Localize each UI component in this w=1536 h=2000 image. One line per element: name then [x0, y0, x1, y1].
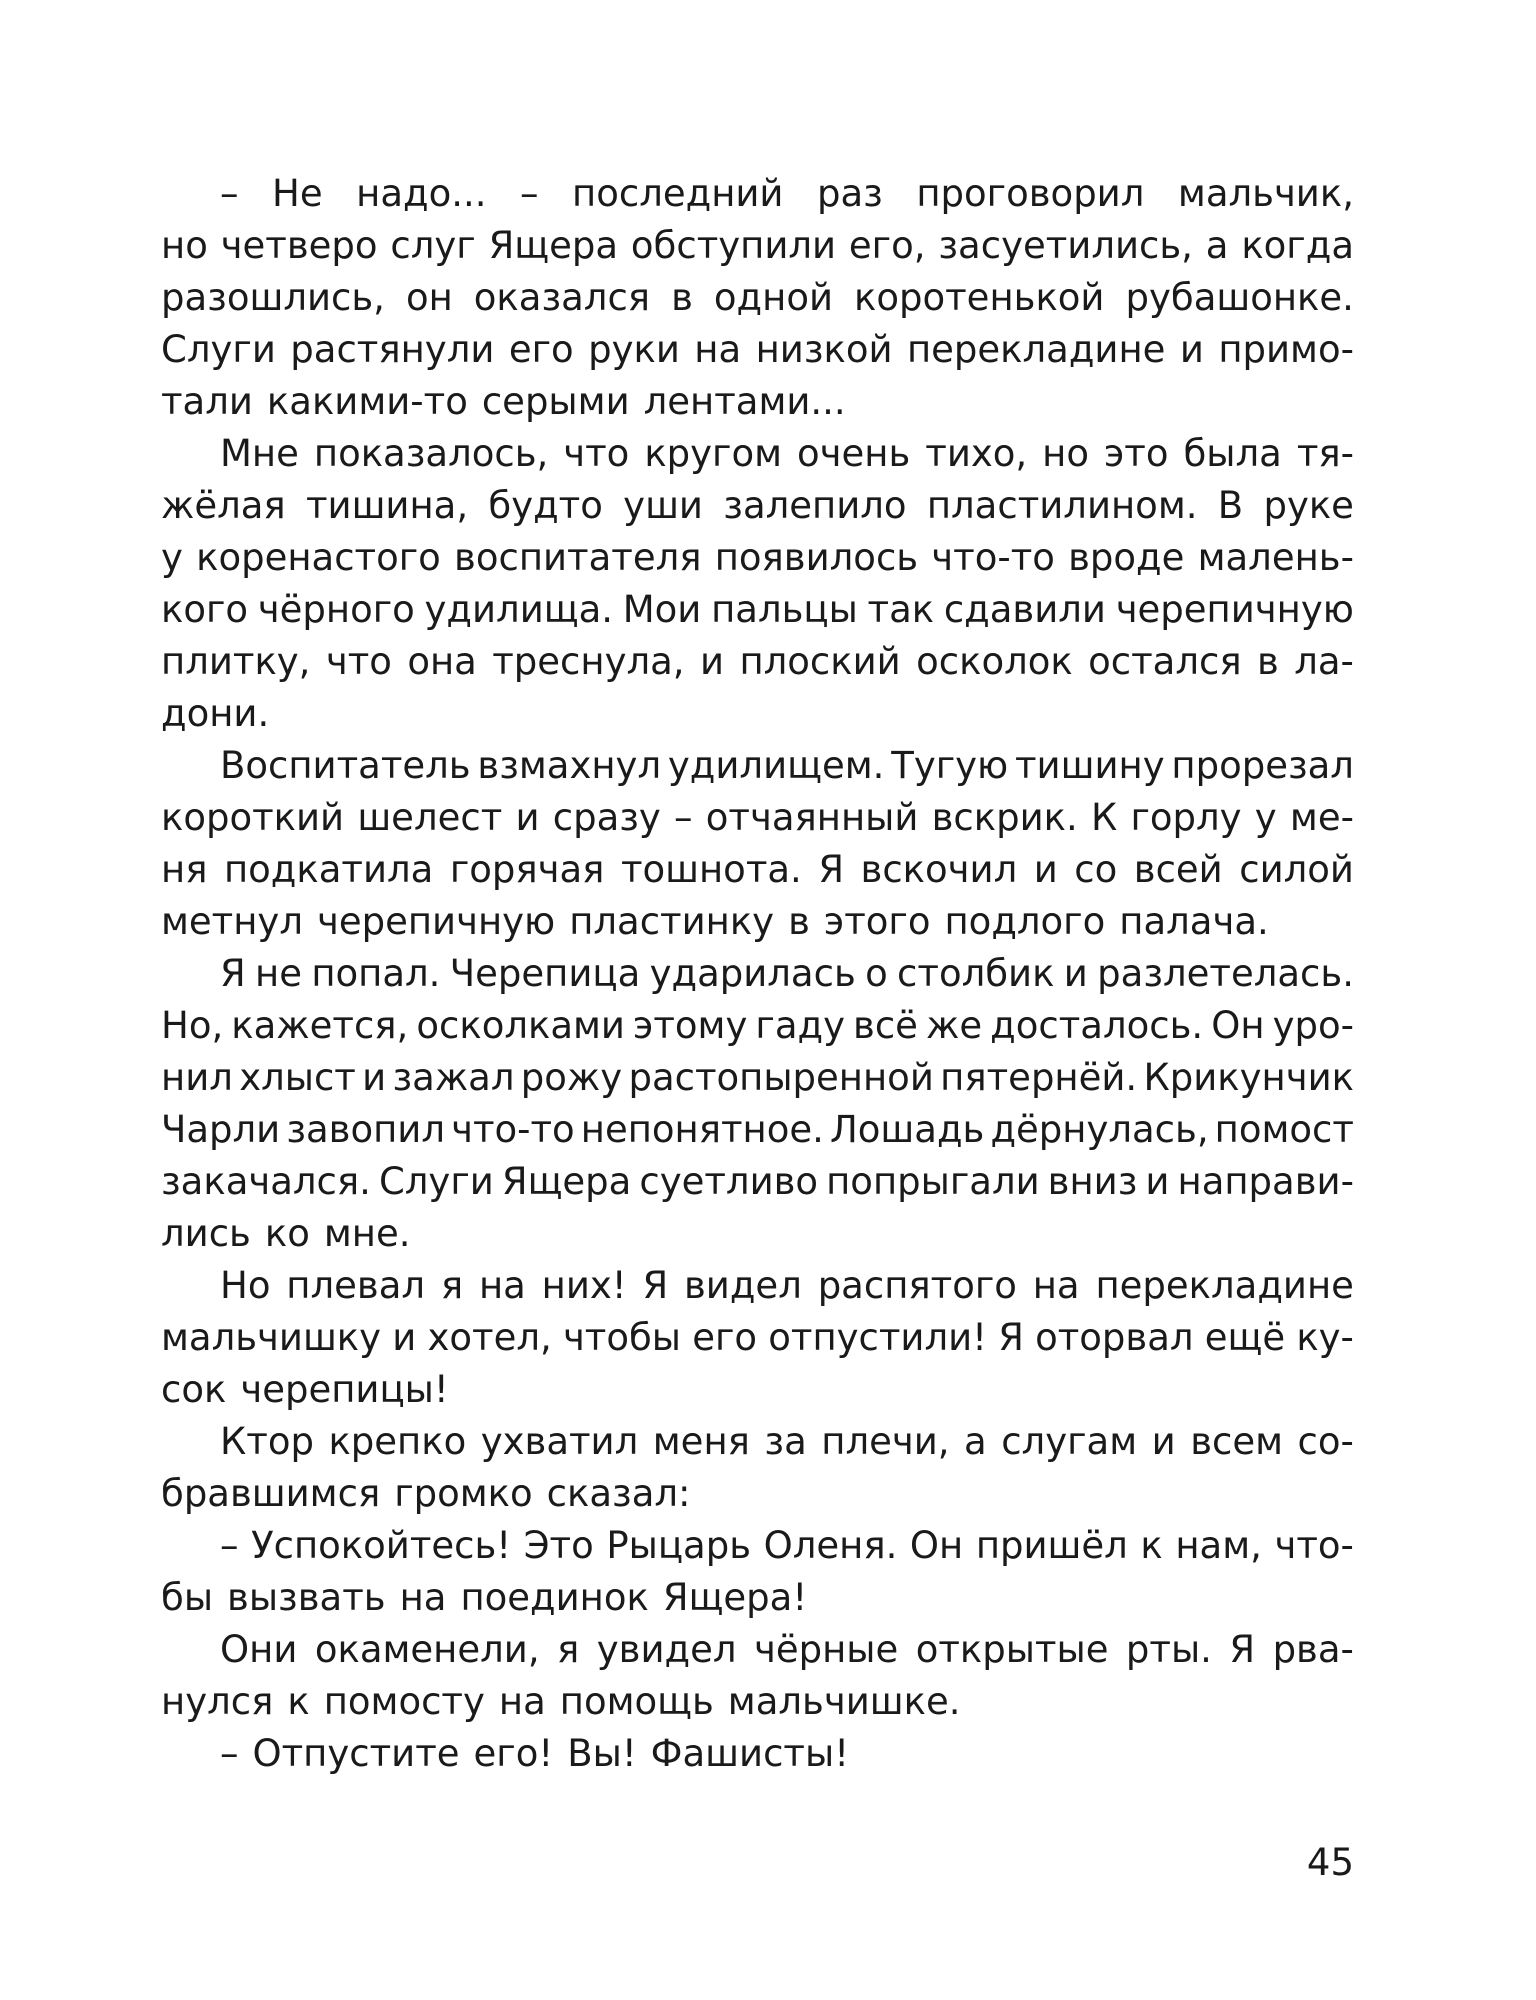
- word: короткий: [161, 796, 345, 839]
- word: силой: [1239, 848, 1354, 891]
- word: и: [1063, 952, 1088, 995]
- word: К: [1090, 796, 1118, 839]
- word: появилось: [714, 536, 919, 579]
- word: но: [1042, 432, 1089, 475]
- text-line: [161, 1520, 1354, 1572]
- text-line: [161, 948, 1354, 1000]
- word: одной: [713, 276, 833, 319]
- word: но: [161, 224, 208, 267]
- word: Я: [998, 1316, 1024, 1359]
- word: всем: [1190, 1420, 1284, 1463]
- word: удилищем.: [667, 744, 885, 787]
- word: и: [392, 1316, 417, 1359]
- word: перекладине: [1095, 1264, 1354, 1307]
- word: так: [867, 588, 935, 631]
- word: Отпустите: [252, 1732, 460, 1775]
- word: со-: [1297, 1420, 1354, 1463]
- word: Ктор: [220, 1420, 314, 1463]
- word: Не: [272, 172, 323, 215]
- text-line: [161, 844, 1354, 896]
- word: показалось,: [313, 432, 549, 475]
- word: и: [1145, 1160, 1170, 1203]
- word: нил: [161, 1056, 233, 1099]
- word: пластинку: [569, 900, 775, 943]
- word: ко: [264, 1212, 310, 1255]
- word: у: [161, 536, 183, 579]
- word: перекладине: [906, 328, 1166, 371]
- word: сказал:: [546, 1472, 691, 1515]
- word: Тугую: [891, 744, 1009, 787]
- word: чёрного: [257, 588, 415, 631]
- word: когда: [1241, 224, 1354, 267]
- word: черепицы!: [240, 1368, 449, 1411]
- word: разлетелась.: [1097, 952, 1354, 995]
- word: жёлая: [161, 484, 286, 527]
- word: за: [764, 1420, 807, 1463]
- word: к: [287, 1680, 310, 1723]
- word: в: [671, 276, 693, 319]
- word: горячая: [449, 848, 605, 891]
- word: руке: [1263, 484, 1354, 527]
- word: его: [692, 1316, 758, 1359]
- word: дёрнулась,: [990, 1108, 1209, 1151]
- word: закачался.: [161, 1160, 371, 1203]
- word: была: [1183, 432, 1282, 475]
- word: надо...: [356, 172, 487, 215]
- word: крепко: [328, 1420, 467, 1463]
- word: примо-: [1218, 328, 1354, 371]
- word: последний: [572, 172, 784, 215]
- word: Я: [1229, 1628, 1256, 1671]
- word: сразу: [552, 796, 661, 839]
- word: дони.: [161, 692, 270, 735]
- word: ку-: [1296, 1316, 1354, 1359]
- word: слугам: [1001, 1420, 1138, 1463]
- word: тишину: [1015, 744, 1165, 787]
- word: Но,: [161, 1004, 224, 1047]
- word: и: [1151, 1420, 1176, 1463]
- word: оторвал: [1035, 1316, 1194, 1359]
- word: суетливо: [639, 1160, 819, 1203]
- word: попрыгали: [826, 1160, 1040, 1203]
- word: на: [694, 328, 742, 371]
- text-line: [161, 428, 1354, 480]
- word: рубашонке.: [1125, 276, 1354, 319]
- word: –: [674, 796, 693, 839]
- word: коренастого: [196, 536, 441, 579]
- word: я: [440, 1264, 464, 1307]
- text-line: [161, 584, 1354, 636]
- text-line: [161, 220, 1354, 272]
- text-line: [161, 324, 1354, 376]
- word: ещё: [1204, 1316, 1286, 1359]
- word: залепило: [723, 484, 907, 527]
- word: Фашисты!: [650, 1732, 850, 1775]
- word: плоский: [739, 640, 901, 683]
- text-line: [161, 636, 1354, 688]
- text-line: [161, 1000, 1354, 1052]
- word: Они: [220, 1628, 298, 1671]
- word: что-: [1274, 1524, 1354, 1567]
- word: Он: [1211, 1004, 1265, 1047]
- body-text: [161, 168, 1354, 1780]
- word: а: [964, 1420, 987, 1463]
- word: Но: [220, 1264, 271, 1307]
- word: шелест: [357, 796, 503, 839]
- word: Успокойтесь!: [251, 1524, 512, 1567]
- word: громко: [394, 1472, 533, 1515]
- text-line: [161, 168, 1354, 220]
- word: низкой: [755, 328, 893, 371]
- word: ня: [161, 848, 208, 891]
- word: гаду: [755, 1004, 845, 1047]
- word: помост: [1214, 1108, 1354, 1151]
- word: вниз: [1047, 1160, 1138, 1203]
- word: В: [1217, 484, 1244, 527]
- text-line: [161, 1364, 1354, 1416]
- text-line: [161, 792, 1354, 844]
- word: –: [220, 172, 239, 215]
- word: я: [557, 1628, 580, 1671]
- word: них!: [541, 1264, 627, 1307]
- word: о: [865, 952, 888, 995]
- word: плитку,: [161, 640, 311, 683]
- word: обступили: [630, 224, 837, 267]
- word: уро-: [1272, 1004, 1354, 1047]
- word: черепичную: [316, 900, 556, 943]
- word: помощь: [559, 1680, 714, 1723]
- word: нам,: [1175, 1524, 1262, 1567]
- word: столбик: [897, 952, 1055, 995]
- word: ухватил: [480, 1420, 639, 1463]
- word: на: [478, 1264, 526, 1307]
- word: взмахнул: [477, 744, 662, 787]
- word: на: [498, 1680, 546, 1723]
- word: горлу: [1130, 796, 1242, 839]
- word: его: [508, 328, 574, 371]
- word: что: [325, 640, 392, 683]
- word: руки: [588, 328, 680, 371]
- word: Ящера: [488, 224, 619, 267]
- word: плевал: [286, 1264, 426, 1307]
- word: бравшимся: [161, 1472, 381, 1515]
- word: слуг: [390, 224, 476, 267]
- word: и: [1179, 328, 1204, 371]
- word: открытые: [915, 1628, 1109, 1671]
- word: осколок: [916, 640, 1073, 683]
- word: в: [1257, 640, 1279, 683]
- word: меня: [652, 1420, 750, 1463]
- word: пятернёй.: [940, 1056, 1138, 1099]
- word: и: [515, 796, 540, 839]
- word: тишина,: [305, 484, 469, 527]
- text-line: [161, 1208, 1354, 1260]
- word: кажется,: [231, 1004, 409, 1047]
- word: рты.: [1125, 1628, 1212, 1671]
- text-line: [161, 1052, 1354, 1104]
- word: и: [699, 640, 725, 683]
- word: всей: [1133, 848, 1223, 891]
- word: и: [1033, 848, 1058, 891]
- word: же: [926, 1004, 983, 1047]
- word: –: [220, 1524, 239, 1567]
- word: помосту: [323, 1680, 485, 1723]
- word: что-то: [931, 536, 1055, 579]
- word: четверо: [220, 224, 378, 267]
- word: этого: [823, 900, 931, 943]
- word: Крикунчик: [1143, 1056, 1354, 1099]
- word: Лошадь: [829, 1108, 985, 1151]
- word: в: [788, 900, 810, 943]
- word: пальцы: [711, 588, 858, 631]
- word: Ящера!: [662, 1576, 808, 1619]
- word: он: [405, 276, 453, 319]
- word: проговорил: [916, 172, 1145, 215]
- word: растопыренной: [628, 1056, 934, 1099]
- word: черепичную: [1115, 588, 1354, 631]
- text-line: [161, 376, 1354, 428]
- word: что-то: [451, 1108, 575, 1151]
- word: всё: [853, 1004, 918, 1047]
- word: вскочил: [860, 848, 1018, 891]
- word: хлыст: [239, 1056, 356, 1099]
- page-number: 45: [1306, 1841, 1354, 1884]
- word: пришёл: [975, 1524, 1128, 1567]
- text-line: [161, 1416, 1354, 1468]
- text-line: [161, 480, 1354, 532]
- word: бы: [161, 1576, 214, 1619]
- word: Вы!: [567, 1732, 637, 1775]
- text-line: [161, 896, 1354, 948]
- word: Черепица: [449, 952, 641, 995]
- word: Воспитатель: [220, 744, 471, 787]
- text-line: [161, 1156, 1354, 1208]
- text-line: [161, 740, 1354, 792]
- word: к: [1140, 1524, 1163, 1567]
- word: метнул: [161, 900, 303, 943]
- word: –: [520, 172, 539, 215]
- word: подкатила: [223, 848, 434, 891]
- word: не: [255, 952, 303, 995]
- word: на: [1032, 1264, 1080, 1307]
- word: хотел,: [427, 1316, 552, 1359]
- word: ударилась: [649, 952, 856, 995]
- word: палача.: [1119, 900, 1269, 943]
- word: ла-: [1294, 640, 1354, 683]
- word: –: [220, 1732, 239, 1775]
- word: окаменели,: [314, 1628, 540, 1671]
- text-line: [161, 1468, 1354, 1520]
- text-line: [161, 1572, 1354, 1624]
- word: направи-: [1177, 1160, 1354, 1203]
- word: вызвать: [227, 1576, 386, 1619]
- word: а: [1205, 224, 1229, 267]
- word: Я: [818, 848, 845, 891]
- text-line: [161, 272, 1354, 324]
- word: этому: [633, 1004, 748, 1047]
- word: подлого: [944, 900, 1106, 943]
- word: на: [399, 1576, 447, 1619]
- word: засуетились,: [938, 224, 1193, 267]
- word: зажал: [392, 1056, 515, 1099]
- word: Это: [523, 1524, 594, 1567]
- word: какими-то: [266, 380, 468, 423]
- word: его,: [848, 224, 926, 267]
- word: чтобы: [562, 1316, 682, 1359]
- word: непонятное.: [580, 1108, 824, 1151]
- word: коротенькой: [854, 276, 1105, 319]
- word: досталось.: [990, 1004, 1204, 1047]
- word: раз: [817, 172, 883, 215]
- word: мальчик,: [1177, 172, 1354, 215]
- word: Мои: [622, 588, 702, 631]
- word: сдавили: [943, 588, 1106, 631]
- word: увидел: [596, 1628, 737, 1671]
- word: уши: [623, 484, 703, 527]
- word: она: [407, 640, 477, 683]
- word: будто: [488, 484, 603, 527]
- word: растянули: [290, 328, 495, 371]
- word: Чарли: [161, 1108, 281, 1151]
- text-line: [161, 1260, 1354, 1312]
- word: прорезал: [1171, 744, 1354, 787]
- word: вскрик.: [931, 796, 1078, 839]
- word: очень: [797, 432, 911, 475]
- word: что: [563, 432, 630, 475]
- text-line: [161, 688, 1354, 740]
- text-line: [161, 1624, 1354, 1676]
- word: рожу: [520, 1056, 623, 1099]
- text-line: [161, 1104, 1354, 1156]
- word: поединок: [460, 1576, 649, 1619]
- word: мальчишке.: [727, 1680, 961, 1723]
- word: и: [362, 1056, 387, 1099]
- word: Он: [909, 1524, 964, 1567]
- word: тали: [161, 380, 253, 423]
- word: распятого: [817, 1264, 1017, 1307]
- word: видел: [684, 1264, 802, 1307]
- word: удилища.: [424, 588, 614, 631]
- word: отпустили!: [768, 1316, 987, 1359]
- word: Я: [642, 1264, 669, 1307]
- word: оказался: [473, 276, 651, 319]
- word: лись: [161, 1212, 251, 1255]
- word: нулся: [161, 1680, 274, 1723]
- word: тя-: [1296, 432, 1354, 475]
- word: тихо,: [925, 432, 1028, 475]
- word: ме-: [1289, 796, 1354, 839]
- word: отчаянный: [705, 796, 919, 839]
- word: Слуги: [161, 328, 276, 371]
- word: Слуги: [378, 1160, 494, 1203]
- word: плечи,: [821, 1420, 950, 1463]
- word: его!: [473, 1732, 554, 1775]
- word: кого: [161, 588, 249, 631]
- word: лентами...: [643, 380, 846, 423]
- word: мне.: [323, 1212, 411, 1255]
- word: у: [1254, 796, 1277, 839]
- word: вроде: [1068, 536, 1185, 579]
- word: это: [1103, 432, 1169, 475]
- word: рва-: [1272, 1628, 1354, 1671]
- word: тошнота.: [620, 848, 802, 891]
- word: Рыцарь: [606, 1524, 752, 1567]
- word: сок: [161, 1368, 227, 1411]
- word: Ящера: [501, 1160, 632, 1203]
- word: кругом: [644, 432, 783, 475]
- word: серыми: [481, 380, 630, 423]
- word: мальчишку: [161, 1316, 382, 1359]
- word: разошлись,: [161, 276, 385, 319]
- text-line: [161, 1676, 1354, 1728]
- word: со: [1074, 848, 1118, 891]
- word: Я: [220, 952, 246, 995]
- word: малень-: [1197, 536, 1354, 579]
- word: остался: [1088, 640, 1242, 683]
- word: попал.: [311, 952, 441, 995]
- word: чёрные: [753, 1628, 899, 1671]
- word: треснула,: [492, 640, 685, 683]
- word: воспитателя: [454, 536, 702, 579]
- text-line: [161, 1728, 1354, 1780]
- text-line: [161, 1312, 1354, 1364]
- text-line: [161, 532, 1354, 584]
- word: пластилином.: [926, 484, 1198, 527]
- word: Мне: [220, 432, 299, 475]
- word: завопил: [286, 1108, 445, 1151]
- word: Оленя.: [763, 1524, 898, 1567]
- word: осколками: [416, 1004, 625, 1047]
